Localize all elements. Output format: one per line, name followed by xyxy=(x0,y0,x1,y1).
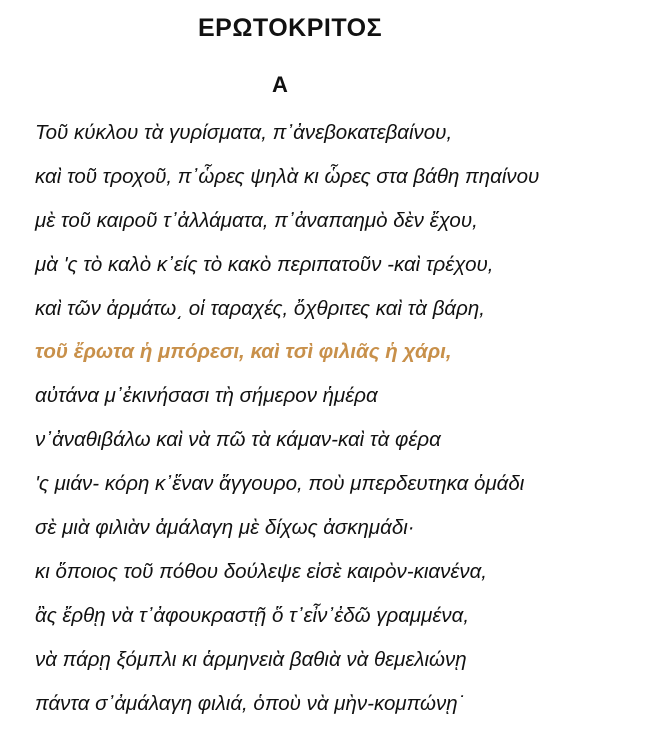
section-heading: Α xyxy=(272,72,288,97)
verse-line: νὰ πάρῃ ξόμπλι κι ἁρμηνειὰ βαθιὰ νὰ θεμελιώνῃ xyxy=(35,647,467,671)
verse-line: ν᾽ἀναθιβάλω καὶ νὰ πῶ τὰ κάμαν-καὶ τὰ φέρα xyxy=(35,428,441,452)
verse-line: αὐτάνα μ᾽ἐκινήσασι τὴ σήμερον ἡμέρα xyxy=(35,384,378,408)
verse-line: ἂς ἔρθῃ νὰ τ᾽ἀφουκραστῇ ὅ τ᾽εἶν᾽ἐδῶ γραμμένα, xyxy=(35,603,470,627)
verse-line-highlighted: τοῦ ἔρωτα ἡ μπόρεσι, καὶ τσὶ φιλιᾶς ἡ χάρι, xyxy=(35,340,452,364)
verse-line: καὶ τῶν ἀρμάτω͵ οἱ ταραχές, ὄχθριτες καὶ τὰ βάρη, xyxy=(35,296,485,320)
verse-line: Τοῦ κύκλου τὰ γυρίσματα, π᾽ἀνεβοκατεβαίνου, xyxy=(35,121,453,144)
verse-line: 'ς μιάν- κόρη κ᾽ἕναν ἄγγουρο, ποὺ μπερδευτηκα ὁμάδι xyxy=(35,472,525,496)
poem-verses xyxy=(35,120,635,734)
verse-line: κι ὅποιος τοῦ πόθου δούλεψε εἰσὲ καιρὸν-κιανένα, xyxy=(35,559,488,583)
verse-line: μὲ τοῦ καιροῦ τ᾽ἀλλάματα, π᾽ἀναπαημὸ δὲν ἔχου, xyxy=(35,208,478,232)
poem-title: ΕΡΩΤΟΚΡΙΤΟΣ xyxy=(198,14,383,42)
verse-line: πάντα σ᾽ἀμάλαγη φιλιά, ὁποὺ νὰ μὴν-κομπώνῃ˙ xyxy=(35,691,465,715)
verse-line: σὲ μιὰ φιλιὰν ἀμάλαγη μὲ δίχως ἀσκημάδι· xyxy=(35,516,415,540)
verse-line: καὶ τοῦ τροχοῦ, π᾽ὧρες ψηλὰ κι ὧρες στα βάθη πηαίνου xyxy=(35,164,540,188)
verse-line: μὰ 'ς τὸ καλὸ κ᾽είς τὸ κακὸ περιπατοῦν -καὶ τρέχου, xyxy=(35,252,494,276)
